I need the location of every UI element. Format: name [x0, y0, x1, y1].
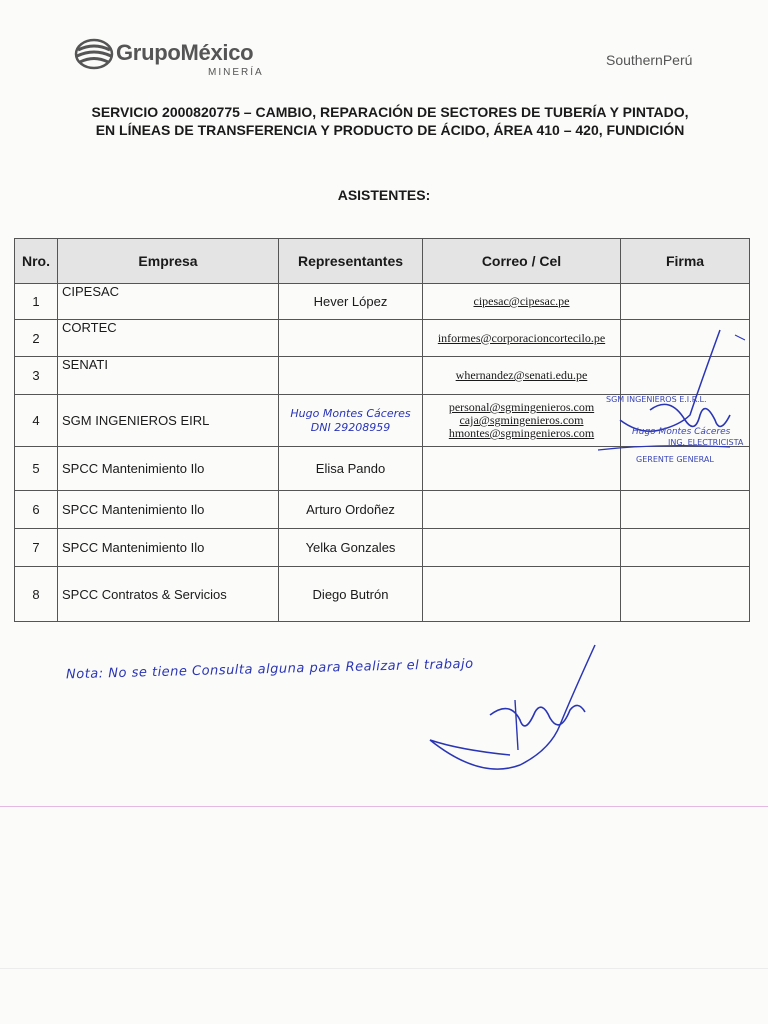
company-stamp-line1: SGM INGENIEROS E.I.R.L. — [606, 395, 707, 404]
row-nro: 5 — [15, 447, 58, 491]
col-empresa: Empresa — [58, 239, 279, 284]
row-firma — [621, 357, 750, 395]
company-stamp-line3: ING. ELECTRICISTA — [668, 438, 744, 447]
row-firma — [621, 567, 750, 622]
email-link[interactable]: caja@sgmingenieros.com — [459, 413, 584, 427]
row-correo — [423, 320, 621, 357]
table-row — [15, 320, 750, 357]
email-link[interactable]: cipesac@cipesac.pe — [473, 294, 570, 308]
row-empresa: SPCC Mantenimiento Ilo — [58, 529, 279, 567]
row-empresa: SENATI — [58, 357, 279, 395]
row-correo — [423, 529, 621, 567]
row-correo — [423, 357, 621, 395]
row-correo — [423, 284, 621, 320]
email-link[interactable]: whernandez@senati.edu.pe — [455, 368, 588, 382]
row-empresa: CORTEC — [58, 320, 279, 357]
row-representante — [279, 395, 423, 447]
table-row — [15, 529, 750, 567]
row-empresa: SPCC Mantenimiento Ilo — [58, 491, 279, 529]
table-header-row — [15, 239, 750, 284]
row-nro: 7 — [15, 529, 58, 567]
row-representante: Arturo Ordoñez — [279, 491, 423, 529]
col-firma: Firma — [621, 239, 750, 284]
row-correo — [423, 567, 621, 622]
row-representante: Yelka Gonzales — [279, 529, 423, 567]
row-representante — [279, 320, 423, 357]
southern-peru-logo: SouthernPerú — [606, 52, 693, 68]
row-nro: 2 — [15, 320, 58, 357]
row-firma — [621, 529, 750, 567]
scan-line — [0, 968, 768, 969]
attendance-table — [14, 238, 750, 622]
row-nro: 3 — [15, 357, 58, 395]
table-row — [15, 491, 750, 529]
row-representante: Hever López — [279, 284, 423, 320]
row-firma — [621, 395, 750, 447]
company-stamp-line4: GERENTE GENERAL — [636, 455, 714, 464]
row-empresa: CIPESAC — [58, 284, 279, 320]
row-firma — [621, 320, 750, 357]
row-correo — [423, 395, 621, 447]
handwritten-dni: DNI 29208959 — [310, 420, 391, 434]
email-link[interactable]: hmontes@sgmingenieros.com — [448, 426, 595, 440]
row-nro: 4 — [15, 395, 58, 447]
row-firma — [621, 491, 750, 529]
logo-brand-sub: MINERÍA — [208, 67, 264, 78]
col-representantes: Representantes — [279, 239, 423, 284]
row-representante: Diego Butrón — [279, 567, 423, 622]
row-representante: Elisa Pando — [279, 447, 423, 491]
logo-brand-name: GrupoMéxico — [116, 40, 254, 65]
row-correo — [423, 447, 621, 491]
row-empresa: SPCC Mantenimiento Ilo — [58, 447, 279, 491]
email-link[interactable]: personal@sgmingenieros.com — [448, 400, 595, 414]
col-nro: Nro. — [15, 239, 58, 284]
grupo-mexico-logo — [74, 36, 274, 86]
row-empresa: SGM INGENIEROS EIRL — [58, 395, 279, 447]
row-correo — [423, 491, 621, 529]
scan-line — [0, 806, 768, 807]
table-row — [15, 567, 750, 622]
handwritten-note: Nota: No se tiene Consulta alguna para Realizar el trabajo — [65, 656, 474, 683]
document-title: SERVICIO 2000820775 – CAMBIO, REPARACIÓN DE SECTORES DE TUBERÍA Y PINTADO, EN LÍNEAS DE TRANSFERENCIA Y PRODUCTO DE ÁCIDO, ÁREA 410 – 420, FUNDICIÓN — [91, 104, 689, 138]
col-correo: Correo / Cel — [423, 239, 621, 284]
table-row — [15, 357, 750, 395]
grupo-mexico-mark-icon — [74, 38, 114, 72]
row-firma — [621, 284, 750, 320]
row-firma — [621, 447, 750, 491]
handwritten-name: Hugo Montes Cáceres — [290, 406, 411, 420]
row-nro: 6 — [15, 491, 58, 529]
attendees-heading: ASISTENTES: — [337, 187, 431, 203]
row-representante — [279, 357, 423, 395]
table-row — [15, 284, 750, 320]
table-row — [15, 447, 750, 491]
email-link[interactable]: informes@corporacioncortecilo.pe — [437, 330, 606, 345]
row-nro: 8 — [15, 567, 58, 622]
table-row — [15, 395, 750, 447]
row-empresa: SPCC Contratos & Servicios — [58, 567, 279, 622]
row-nro: 1 — [15, 284, 58, 320]
company-stamp-line2: Hugo Montes Cáceres — [632, 427, 731, 437]
